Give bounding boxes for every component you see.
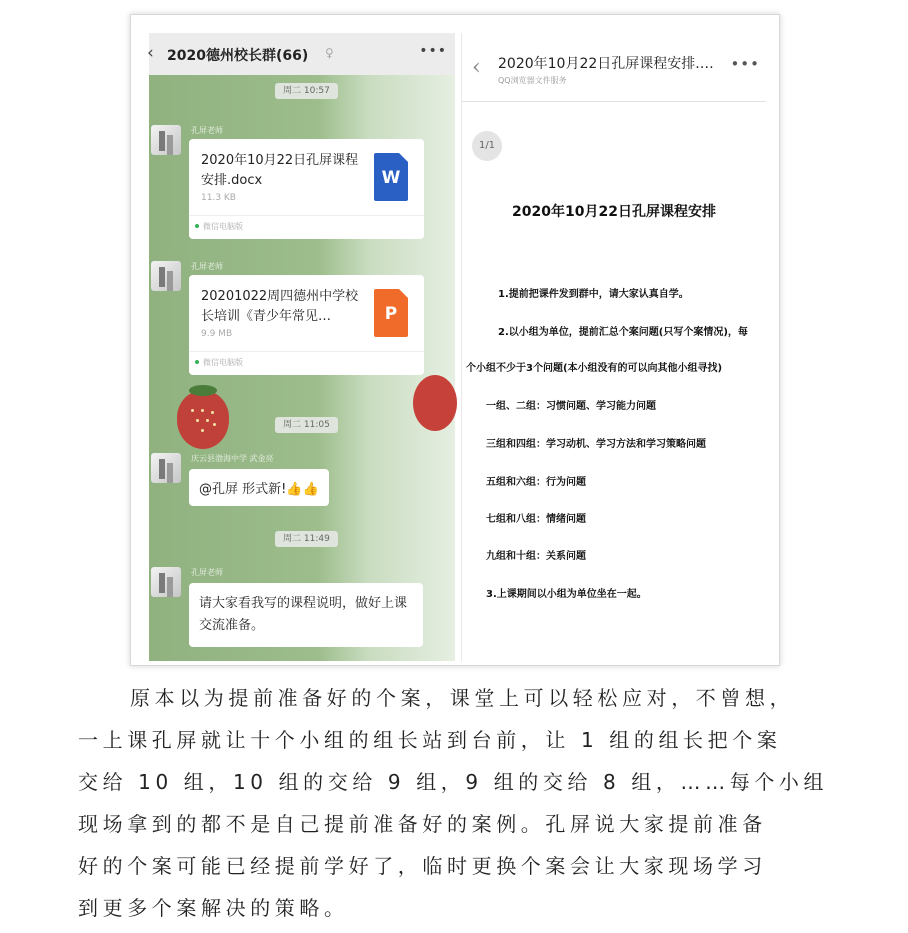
document-line: 三组和四组：学习动机、学习方法和学习策略问题: [486, 439, 706, 450]
page-indicator: 1/1: [472, 131, 502, 161]
document-line: 2.以小组为单位，提前汇总个案问题(只写个案情况)，每: [498, 327, 748, 338]
earpiece-mode-icon: ♀: [325, 46, 334, 60]
file-name: 2020年10月22日孔屏课程安排.docx: [201, 153, 359, 188]
document-heading: 2020年10月22日孔屏课程安排: [512, 204, 716, 220]
file-size: 9.9 MB: [201, 329, 233, 339]
article-paragraph: [78, 677, 838, 929]
paragraph-line: 一上课孔屏就让十个小组的组长站到台前，让 1 组的组长把个案: [78, 728, 782, 752]
document-line: 五组和六组：行为问题: [486, 477, 586, 488]
document-line: 九组和十组：关系问题: [486, 551, 586, 562]
timestamp-chip: 周二 10:57: [275, 83, 338, 99]
more-options-icon[interactable]: •••: [419, 43, 447, 59]
more-options-icon[interactable]: •••: [730, 55, 760, 73]
file-message-card[interactable]: [189, 275, 424, 375]
file-name: 20201022周四德州中学校长培训《青少年常见…: [201, 289, 359, 324]
document-line: 一组、二组：习惯问题、学习能力问题: [486, 401, 656, 412]
file-message-card[interactable]: [189, 139, 424, 239]
document-line: 个小组不少于3个问题(本小组没有的可以向其他小组寻找): [466, 363, 723, 374]
document-line: 3.上课期间以小组为单位坐在一起。: [486, 589, 647, 600]
chat-title: 2020德州校长群(66): [167, 48, 309, 64]
file-size: 11.3 KB: [201, 193, 236, 203]
sender-avatar[interactable]: [151, 125, 181, 155]
sender-name: 孔屏老师: [191, 568, 223, 577]
paragraph-line: 原本以为提前准备好的个案，课堂上可以轻松应对，不曾想，: [130, 686, 795, 710]
word-file-icon: W: [374, 153, 408, 201]
chat-panel: [149, 33, 455, 661]
card-divider: [189, 351, 424, 352]
document-preview-panel: [461, 33, 766, 661]
sender-name: 庆云县渤海中学 武金亮: [191, 454, 274, 463]
text-message-bubble[interactable]: 请大家看我写的课程说明，做好上课交流准备。: [189, 583, 423, 647]
powerpoint-file-icon: P: [374, 289, 408, 337]
strawberry-decoration-icon: [177, 391, 229, 449]
paragraph-line: 交给 10 组，10 组的交给 9 组，9 组的交给 8 组，……每个小组: [78, 770, 829, 794]
text-message-bubble[interactable]: @孔屏 形式新!👍👍: [189, 469, 329, 506]
file-source: 微信电脑版: [203, 222, 243, 231]
paragraph-line: 到更多个案解决的策略。: [78, 896, 349, 920]
back-arrow-icon[interactable]: ‹: [147, 43, 154, 63]
sender-name: 孔屏老师: [191, 126, 223, 135]
timestamp-chip: 周二 11:49: [275, 531, 338, 547]
chat-header: [149, 33, 455, 75]
document-line: 1.提前把课件发到群中，请大家认真自学。: [498, 289, 689, 300]
paragraph-line: 现场拿到的都不是自己提前准备好的案例。孔屏说大家提前准备: [78, 812, 767, 836]
header-divider: [462, 101, 766, 102]
screenshot-frame: [130, 14, 780, 666]
back-arrow-icon[interactable]: ‹: [472, 55, 481, 80]
document-line: 七组和八组：情绪问题: [486, 514, 586, 525]
sender-avatar[interactable]: [151, 567, 181, 597]
card-divider: [189, 215, 424, 216]
sender-avatar[interactable]: [151, 453, 181, 483]
document-title: 2020年10月22日孔屏课程安排.…: [498, 56, 714, 72]
strawberry-decoration-icon: [413, 375, 457, 431]
file-source: 微信电脑版: [203, 358, 243, 367]
sender-avatar[interactable]: [151, 261, 181, 291]
document-service-label: QQ浏览器文件服务: [498, 76, 567, 85]
paragraph-line: 好的个案可能已经提前学好了，临时更换个案会让大家现场学习: [78, 854, 767, 878]
timestamp-chip: 周二 11:05: [275, 417, 338, 433]
sender-name: 孔屏老师: [191, 262, 223, 271]
